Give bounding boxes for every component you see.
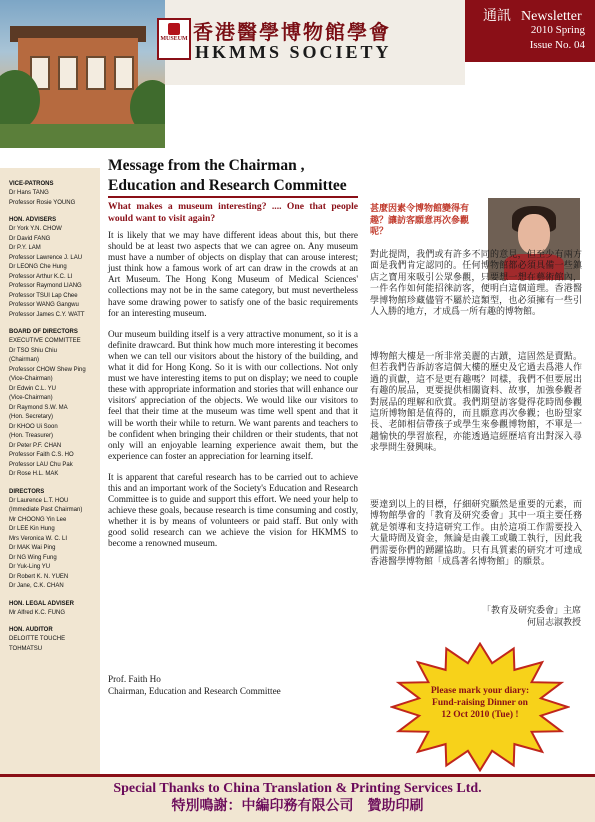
sponsor-footer: [0, 774, 595, 822]
chinese-paragraph-3: 要達到以上的目標，仔細研究顯然是重要的元素，而博物館學會的「教育及研究委會」其中一項主要任務就是領導和支持這研究工作。由於這項工作需要投入大量時間及資金，無論是由義工或職工執行，因此我們需要你們的踴躍協助。只有具質素的研究才可達成香港醫學博物館「成爲著名博物館」的願景。: [370, 500, 582, 568]
sidebar-officer: Mr Alfred K.C. FUNG: [9, 609, 66, 616]
sidebar-officer: Professor WANG Gangwu: [9, 302, 79, 308]
sidebar-officer: Dr KHOO Ui Soon: [9, 423, 58, 430]
sidebar-officer: Professor James C.Y. WATT: [9, 311, 85, 318]
sidebar-officer: Professor Rosie YOUNG: [9, 199, 76, 206]
chinese-paragraph-1: 對此提問，我們或有許多不同的意見，但至少有兩方面是我們肯定認同的。任何博物館都必須具備一些鎮店之寶用來吸引公眾參觀，只要想一想在藝術館內，一件名作如何能招徠訪客，便明白這個道理。香港醫學博物館珍藏儘管不屬於這類型，也必須擁有一些引人入勝的地方，才成爲一所有趣的博物館。: [370, 250, 582, 318]
sidebar-heading: HON. LEGAL ADVISER: [9, 600, 75, 607]
sidebar-officer: Dr Peter P.F. CHAN: [9, 442, 62, 449]
sidebar-officer: Dr Robert K. N. YUEN: [9, 573, 69, 580]
newsletter-badge: [465, 0, 595, 62]
sidebar-officer: Dr TSO Shiu Chiu: [9, 347, 57, 354]
sponsor-thanks-zh: 特別鳴謝：中編印務有限公司 贊助印刷: [171, 798, 424, 814]
sidebar-officer: Dr York Y.N. CHOW: [9, 226, 62, 232]
sidebar-officer: (Chairman): [9, 357, 40, 363]
sidebar-officer: Professor Raymond LIANG: [9, 283, 82, 289]
chinese-paragraph-2: 博物館大樓是一所非常美麗的古蹟，這固然是賣點。但若我們告訴訪客這個大樓的歷史及它過去爲港人作過的貢獻，這不是更有趣嗎？同樣，我們不但要展出有趣的展品，更要提供相關資料、故事，加強參觀者對展品的理解和欣賞。我們期望訪客覺得花時間參觀這所博物館是值得的，而且願意再次參觀；也盼望家長、老師相信帶孩子或學生來參觀博物館，不單是一趟愉快的學習旅程，亦能透過這經歷培育出對深入尋求學問生發興味。: [370, 352, 582, 454]
sidebar-officer: Dr MAK Wai Ping: [9, 545, 56, 551]
paragraph-3: It is apparent that careful research has to be carried out to achieve this and an important work of the Society's Education and Research Committee is to guide and support this effort. We need your help to achieve these goals, because research is time consuming and costly, whether it is by means of volunteers or paid staff. But only with good solid research can we achieve the vision for HKMMS to become a renowned museum.: [108, 471, 358, 549]
sidebar-officer: Dr NG Wing Fung: [9, 554, 57, 561]
issue-season: 2010 Spring: [530, 24, 585, 36]
sidebar-officer: Professor Arthur K.C. LI: [9, 273, 73, 280]
sidebar-officer: Professor TSUI Lap Chee: [9, 292, 78, 299]
sidebar-heading: BOARD OF DIRECTORS: [9, 329, 78, 335]
sidebar-officer: Professor LAU Chu Pak: [9, 461, 73, 468]
english-signature: [108, 674, 281, 697]
sidebar-heading: DIRECTORS: [9, 488, 45, 495]
sidebar-officer: Dr Jane, C.K. CHAN: [9, 583, 64, 589]
article-subhead: What makes a museum interesting? .... One that people would want to visit again?: [108, 201, 358, 224]
sidebar-heading: HON. AUDITOR: [9, 627, 53, 633]
sidebar-officer: Dr Yuk-Ling YU: [9, 564, 51, 570]
sidebar-officer: Dr LEE Kin Hung: [9, 526, 55, 532]
sidebar-officer: (Immediate Past Chairman): [9, 507, 83, 513]
officers-sidebar: [0, 168, 100, 774]
sidebar-officer: Dr David FANG: [9, 235, 51, 242]
chinese-subhead: 甚麼因素令博物館變得有趣？讓訪客願意再次參觀呢？: [370, 204, 470, 237]
sidebar-officer: Dr P.Y. LAM: [9, 245, 41, 251]
sidebar-officer: DELOITTE TOUCHE: [9, 636, 66, 642]
signature-title: Chairman, Education and Research Committee: [108, 685, 281, 696]
newsletter-label-zh: 通訊: [483, 8, 511, 24]
article-headline: Message from the Chairman , Education and Research Committee: [108, 157, 347, 194]
paragraph-1: It is likely that we may have different ideas about this, but there should be at least two aspects that we can agree on. Any museum must have a number of objects on display that can arouse interest; just think how a famous work of art can draw in the crowds at an Art Museum. The Hong Kong Museum of Medical Sciences' collections may not be in the same category, but must nevertheless have some drawing power to satisfy one of the basic requirements for an interesting museum.: [108, 230, 358, 318]
signature-name: Prof. Faith Ho: [108, 674, 161, 684]
newsletter-label-en: Newsletter: [521, 9, 582, 24]
masthead: [0, 0, 595, 148]
sidebar-officer: Mr CHOONG Yin Lee: [9, 516, 67, 523]
sidebar-officer: (Vice-Chairman): [9, 395, 53, 401]
sidebar-officer: Professor Faith C.S. HO: [9, 452, 74, 458]
sidebar-officer: Dr LEONG Che Hung: [9, 264, 67, 270]
society-logo: MUSEUM: [157, 18, 191, 60]
sidebar-officer: Dr Laurence L.T. HOU: [9, 497, 69, 504]
sidebar-heading: VICE-PATRONS: [9, 181, 54, 187]
sidebar-officer: Dr Rose H.L. MAK: [9, 471, 59, 477]
sidebar-officer: Professor Lawrence J. LAU: [9, 254, 83, 261]
sidebar-officer: (Hon. Secretary): [9, 414, 54, 420]
society-title-chinese: 香港醫學博物館學會: [193, 20, 391, 44]
sidebar-officer: Professor CHOW Shew Ping: [9, 366, 86, 373]
event-notice: Please mark your diary: Fund-raising Dinner on 12 Oct 2010 (Tue) !: [430, 686, 530, 720]
museum-building-photo: [0, 0, 165, 148]
sidebar-officer: (Vice-Chairman): [9, 376, 53, 382]
paragraph-2: Our museum building itself is a very attractive monument, so it is a definite drawcard. But think how much more interesting it becomes when we can tell our visitors about the history of the building, and what it did for Hong Kong. So it is with our collections. Not only must we have interesting items to put on display; we need to couple these with appropriate information and stories that will enhance our visitors' appreciation of the objects. We would like our visitors to feel that their time at the museum was time well spent and that it will be worth their while to return. We want parents and teachers to be confident when bringing their children or their students, that not only will an enjoyable learning experience await them, but the experience can foster an appreciation for learning itself.: [108, 328, 358, 461]
society-title-english: HKMMS SOCIETY: [195, 42, 392, 62]
sidebar-officer: Mrs Veronica W. C. LI: [9, 535, 68, 542]
sidebar-officer: Dr Raymond S.W. MA: [9, 404, 68, 411]
english-article: [108, 201, 358, 560]
sidebar-officer: TOHMATSU: [9, 645, 43, 652]
sidebar-officer: Dr Edwin C.L. YU: [9, 385, 56, 392]
sidebar-officer: (Hon. Treasurer): [9, 433, 54, 439]
sidebar-officer: Dr Hans TANG: [9, 190, 49, 196]
issue-number: Issue No. 04: [529, 39, 585, 51]
sidebar-officer: EXECUTIVE COMMITTEE: [9, 338, 81, 344]
headline-rule: [108, 196, 358, 198]
chinese-signature: 「教育及研究委會」主席 何屈志淑教授: [481, 606, 581, 628]
sidebar-heading: HON. ADVISERS: [9, 217, 57, 223]
sponsor-thanks-en: Special Thanks to China Translation & Printing Services Ltd.: [113, 781, 482, 796]
